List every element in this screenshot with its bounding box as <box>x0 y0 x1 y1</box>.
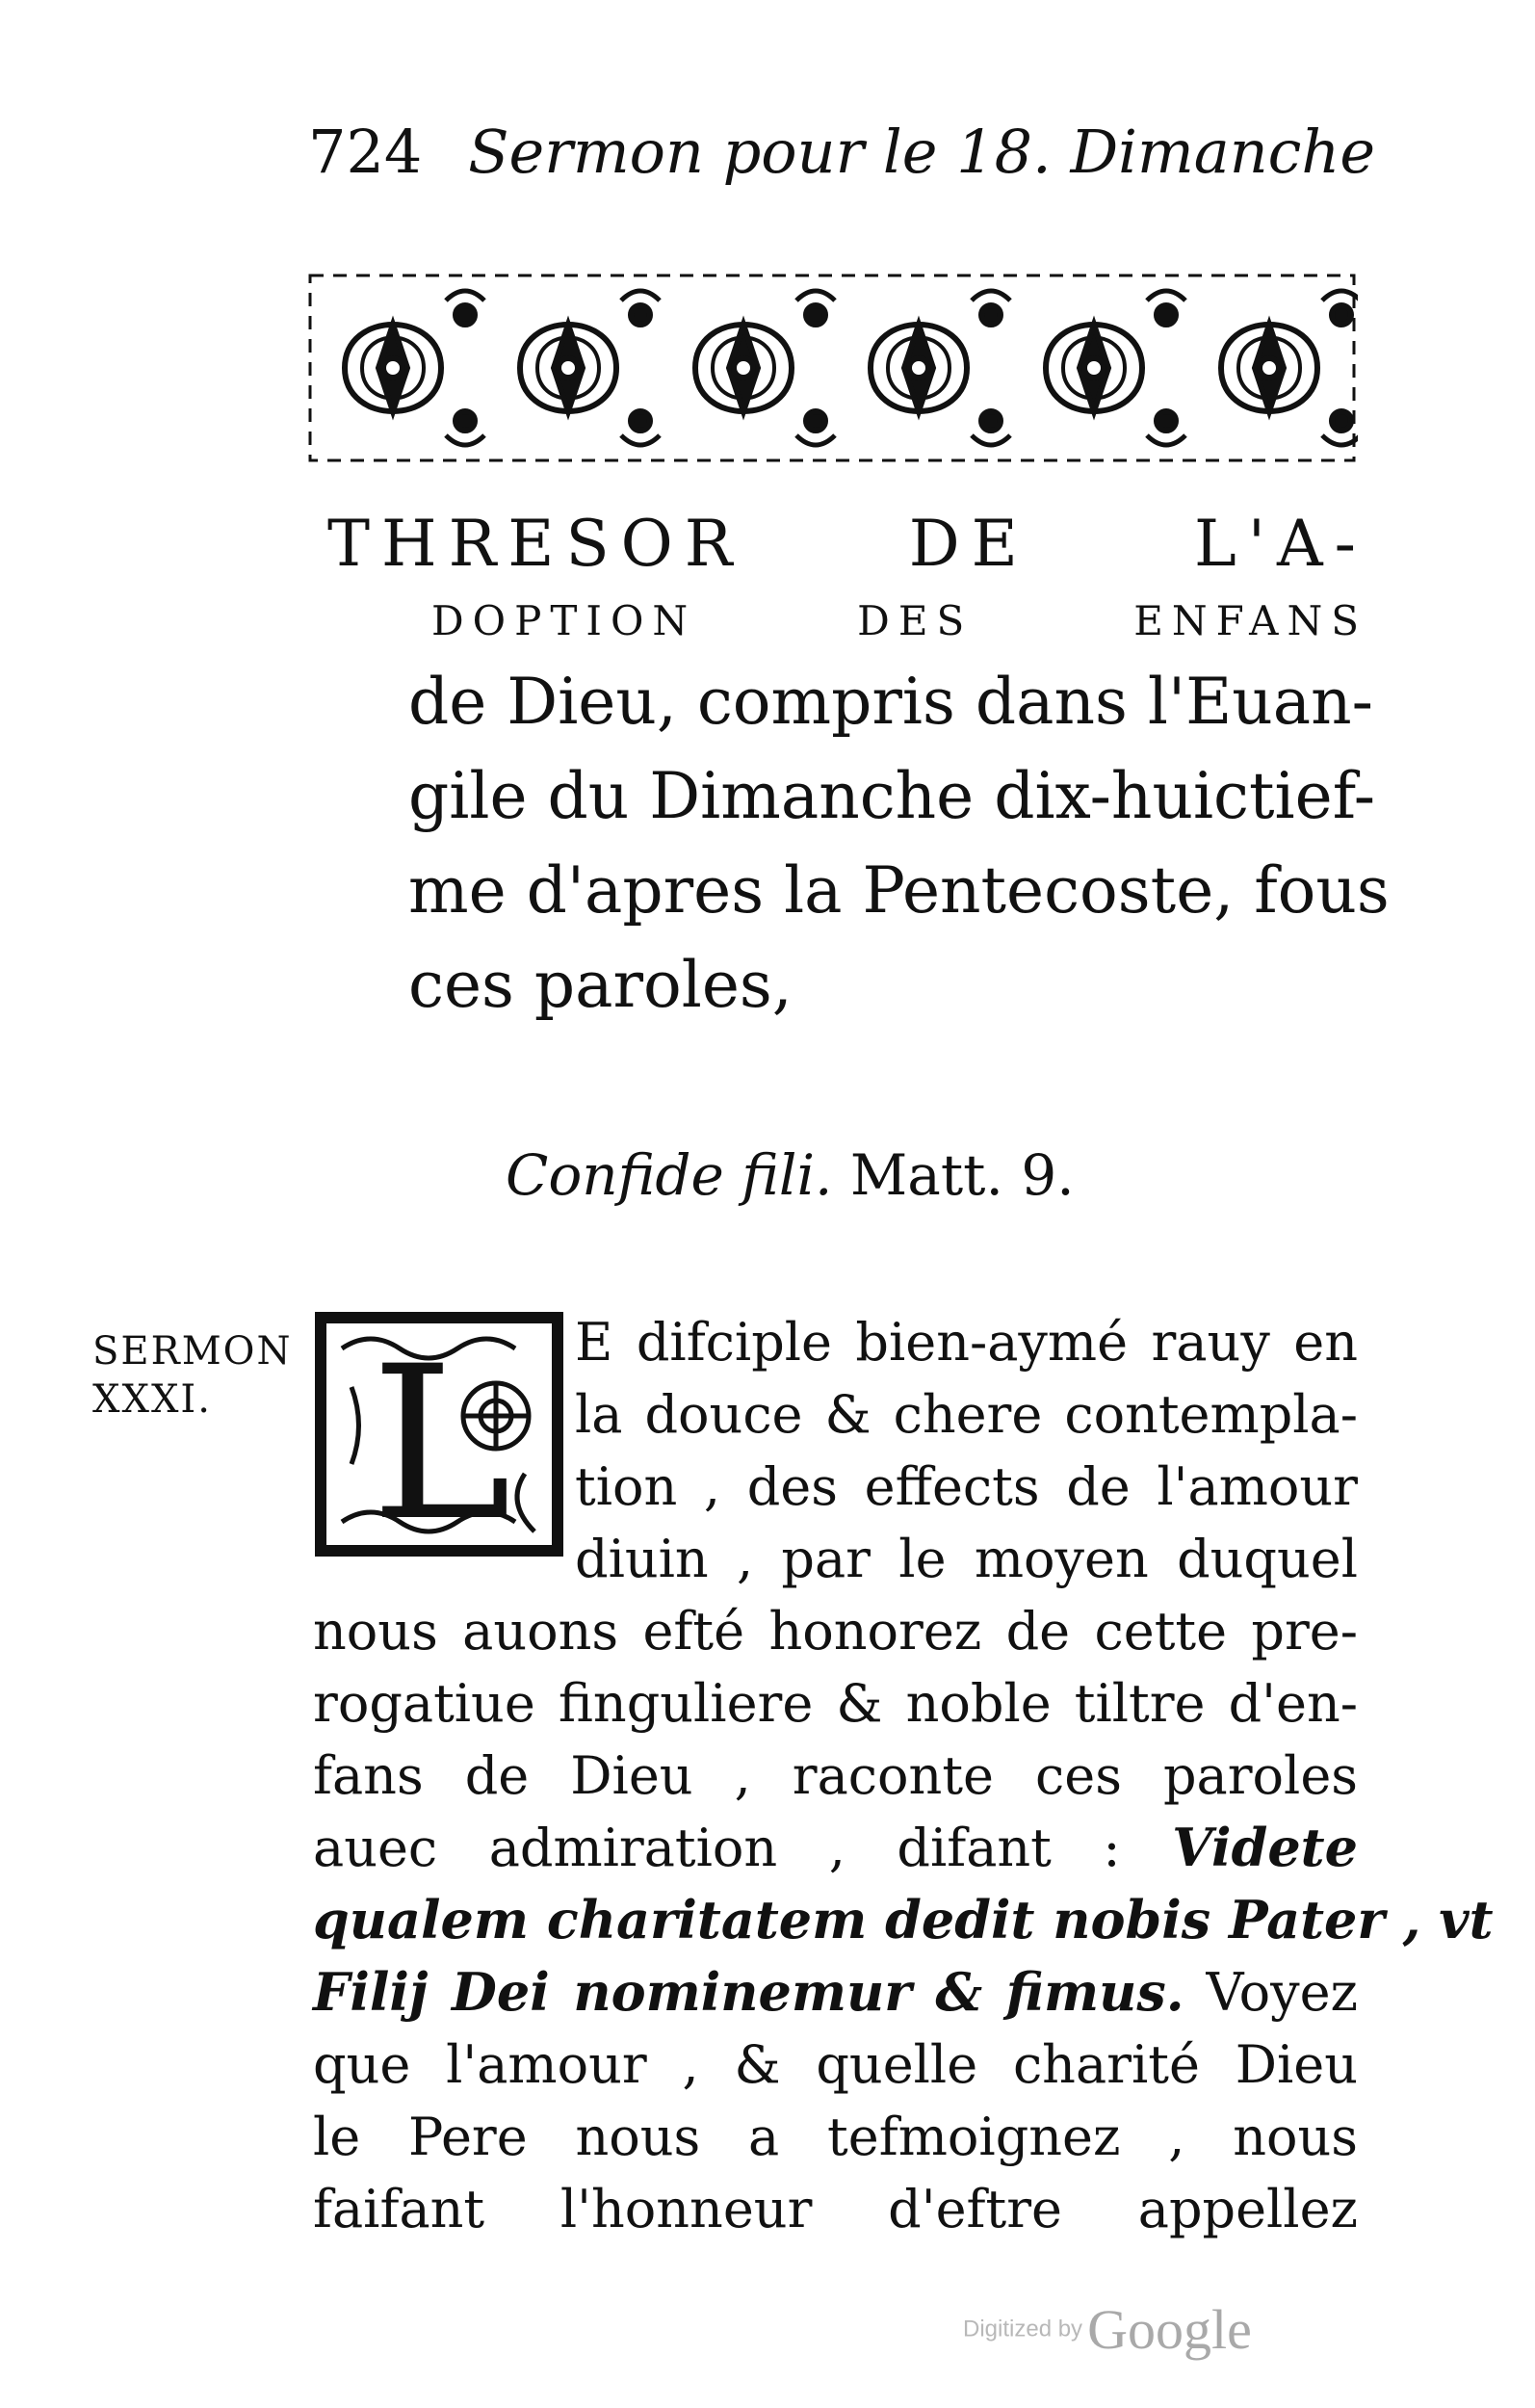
body-line: le Pere nous a tefmoignez , nous <box>313 2107 1358 2167</box>
digitization-watermark <box>963 2297 1252 2362</box>
margin-note-line-2: XXXI. <box>92 1377 212 1422</box>
sermon-body <box>313 1306 1494 2245</box>
body-line: rogatiue finguliere & noble tiltre d'en- <box>313 1673 1358 1734</box>
title-line: de Dieu, compris dans l'Euan- <box>408 665 1373 739</box>
arabesque-border-icon <box>306 272 1358 464</box>
dropcap-letter: L <box>371 1321 512 1558</box>
epigraph-latin: Confide fili. <box>506 1142 833 1208</box>
running-head-title: Sermon pour le 18. Dimanche <box>468 117 1376 187</box>
body-text-segment: auec admiration , difant : <box>313 1818 1173 1878</box>
body-line: faifant l'honneur d'eftre appellez <box>313 2179 1358 2239</box>
page-number: 724 <box>308 117 423 187</box>
title-line: ces paroles, <box>408 948 793 1022</box>
body-line <box>313 1812 1358 1884</box>
latin-quote: Videte <box>1172 1817 1358 1878</box>
watermark-brand: Google <box>1087 2298 1252 2361</box>
body-line: fans de Dieu , raconte ces paroles <box>313 1745 1358 1806</box>
body-line: diuin , par le moyen duquel <box>575 1529 1358 1589</box>
running-head <box>308 114 1376 191</box>
body-line: la douce & chere contempla- <box>575 1384 1358 1445</box>
margin-note <box>92 1327 293 1424</box>
body-line: que l'amour , & quelle charité Dieu <box>313 2034 1358 2095</box>
margin-note-line-1: SERMON <box>92 1329 293 1374</box>
title-caps-line-1: THRESOR DE L'A- <box>327 507 1367 581</box>
body-line <box>313 1956 1358 2028</box>
latin-quote: Filij Dei nominemur & fimus. <box>313 1961 1184 2023</box>
title-line: gile du Dimanche dix-huictief- <box>408 759 1376 833</box>
watermark-prefix: Digitized by <box>963 2316 1083 2343</box>
epigraph <box>506 1137 1075 1214</box>
body-line: E difciple bien-aymé rauy en <box>575 1312 1358 1373</box>
body-line: tion , des effects de l'amour <box>575 1456 1358 1517</box>
epigraph-reference: Matt. 9. <box>849 1142 1075 1208</box>
title-line: me d'apres la Pentecoste, fous <box>408 853 1390 928</box>
body-text-segment: Voyez <box>1184 1962 1358 2023</box>
latin-quote-line: qualem charitatem dedit nobis Pater , vt <box>313 1889 1494 1950</box>
sermon-title <box>327 501 1390 1033</box>
title-body <box>327 655 1390 1033</box>
title-caps-line-2: DOPTION DES ENFANS <box>431 597 1367 644</box>
body-line: nous auons efté honorez de cette pre- <box>313 1601 1358 1662</box>
